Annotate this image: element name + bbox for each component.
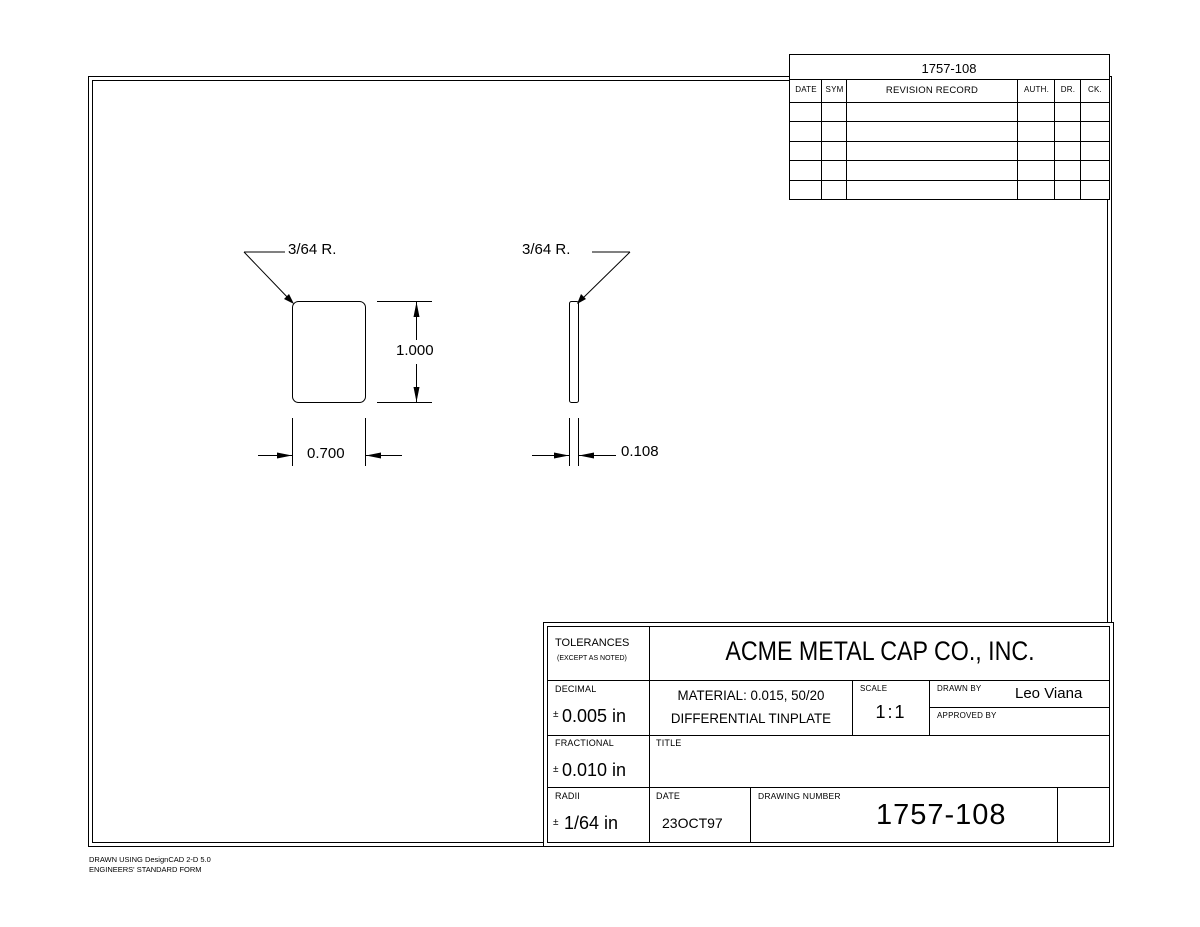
title-label: TITLE bbox=[656, 738, 682, 748]
radii-label: RADII bbox=[555, 791, 581, 801]
fractional-tolerance-value: 0.010 in bbox=[562, 760, 627, 780]
fractional-plus-minus: ± bbox=[553, 764, 559, 775]
tolerances-label: TOLERANCES bbox=[555, 637, 630, 649]
company-name: ACME METAL CAP CO., INC. bbox=[725, 636, 1035, 666]
revision-drawing-number: 1757-108 bbox=[921, 61, 977, 76]
width-arrow-right bbox=[366, 453, 381, 459]
thickness-arrow-left bbox=[554, 453, 569, 459]
height-label: 1.000 bbox=[396, 342, 434, 359]
revision-header-sym: SYM bbox=[825, 85, 844, 94]
material-line-2: DIFFERENTIAL TINPLATE bbox=[670, 710, 832, 726]
revision-header-date: DATE bbox=[795, 85, 817, 94]
radii-tolerance-value: 1/64 in bbox=[564, 813, 619, 833]
footer-line-1: DRAWN USING DesignCAD 2-D 5.0 bbox=[89, 855, 211, 864]
revision-header-ck: CK. bbox=[1088, 85, 1102, 94]
thickness-dimension bbox=[532, 418, 616, 466]
decimal-plus-minus: ± bbox=[553, 709, 559, 720]
except-as-noted-label: (EXCEPT AS NOTED) bbox=[557, 655, 627, 662]
drawing-number-label: DRAWING NUMBER bbox=[758, 791, 841, 801]
front-radius-leader bbox=[244, 252, 291, 301]
width-label: 0.700 bbox=[307, 445, 345, 462]
thickness-label: 0.108 bbox=[621, 443, 659, 460]
revision-block-lines bbox=[790, 55, 1110, 200]
drawing-number-value: 1757-108 bbox=[876, 799, 1007, 831]
height-arrow-top bbox=[414, 302, 420, 317]
drawn-by-label: DRAWN BY bbox=[937, 684, 982, 693]
material-line-1: MATERIAL: 0.015, 50/20 bbox=[677, 687, 825, 703]
scale-value: 1:1 bbox=[875, 702, 907, 722]
thickness-arrow-right bbox=[579, 453, 594, 459]
front-radius-label: 3/64 R. bbox=[288, 241, 337, 258]
width-arrow-left bbox=[277, 453, 292, 459]
decimal-label: DECIMAL bbox=[555, 684, 597, 694]
date-value: 23OCT97 bbox=[662, 815, 723, 831]
revision-header-record: REVISION RECORD bbox=[885, 85, 979, 96]
height-arrow-bottom bbox=[414, 387, 420, 402]
drawn-by-value: Leo Viana bbox=[1015, 685, 1083, 702]
revision-header-auth: AUTH. bbox=[1024, 85, 1049, 94]
date-label: DATE bbox=[656, 791, 681, 801]
scale-label: SCALE bbox=[860, 684, 888, 693]
side-leader-arrowhead bbox=[577, 294, 586, 304]
revision-header-dr: DR. bbox=[1060, 85, 1076, 94]
approved-by-label: APPROVED BY bbox=[937, 711, 997, 720]
side-radius-leader bbox=[581, 252, 630, 300]
front-view-outline bbox=[293, 302, 366, 403]
decimal-tolerance-value: 0.005 in bbox=[562, 706, 627, 726]
footer-line-2: ENGINEERS' STANDARD FORM bbox=[89, 865, 202, 874]
radii-plus-minus: ± bbox=[553, 817, 559, 828]
side-view-outline bbox=[570, 302, 579, 403]
fractional-label: FRACTIONAL bbox=[555, 738, 615, 748]
side-radius-label: 3/64 R. bbox=[522, 241, 571, 258]
